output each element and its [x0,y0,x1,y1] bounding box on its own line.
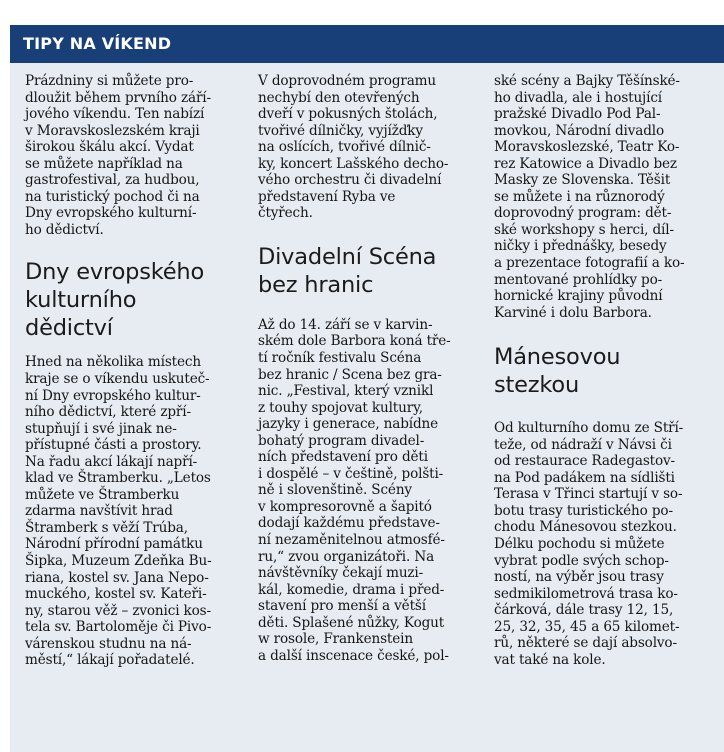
article [10,25,724,752]
subheading-theatre-festival: Divadelní Scéna bez hranic [258,243,437,298]
theatre-continuation-paragraph: ské scény a Bajky Těšínské- ho divadla, ale i hostující pražské Divadlo Pod Pal- movkou, Národní divadlo Moravskoslezské, Teatr Ko- rez Katowice a Divadlo bez Masky ze Slovenska. Těšit se můžete i na různorodý doprovodný program: dět- ské workshopy s herci, díl- ničky i přednášky, besedy a prezentace fotografií a ko- mentované prohlídky po- hornické krajiny původní Karviné i dolu Barbora. [494,73,685,321]
subheading-manes-trail: Mánesovou stezkou [494,344,621,399]
section-header [10,25,724,63]
program-paragraph: V doprovodném programu nechybí den otevřených dveří v pokusných štolách, tvořivé dílničky, vyjížďky na oslících, tvořivé dílnič- ky, koncert Lašského decho- vého orchestru či divadelní představení Ryba ve čtyřech. [258,73,449,222]
column-3 [494,73,716,668]
column-1 [25,73,247,669]
manes-trail-paragraph: Od kulturního domu ze Stří- teže, od nádraží v Návsi či od restaurace Radegastov- na Pod padákem na sídlišti Terasa v Třinci startují v so- botu trasy turistického po- chodu Mánesovou stezkou. Délku pochodu si můžete vybrat podle svých schop- ností, na výběr jsou trasy sedmikilometrová trasa ko- čárková, dále trasy 12, 15, 25, 32, 35, 45 a 65 kilomet- rů, některé se dají absolvo- vat také na kole. [494,420,684,668]
subheading-heritage-days: Dny evropského kulturního dědictví [25,259,205,342]
intro-paragraph: Prázdniny si můžete pro- dloužit během prvního září- jového víkendu. Ten nabízí v Moravskoslezském kraji širokou škálu akcí. Vydat se můžete například na gastrofestival, za hudbou, na turistický pochod či na Dny evropského kulturní- ho dědictví. [25,73,211,238]
section-title: TIPY NA VÍKEND [23,34,172,53]
column-2 [258,73,480,664]
heritage-days-paragraph: Hned na několika místech kraje se o víkendu uskuteč- ní Dny evropského kultur- ního dědictví, které zpří- stupňují i své jinak ne- přístupné části a prostory. Na řadu akcí lákají napří- klad ve Štramberku. „Letos můžete ve Štramberku zdarma navštívit hrad Štramberk s věží Trúba, Národní přírodní památku Šipka, Muzeum Zdeňka Bu- riana, kostel sv. Jana Nepo- muckého, kostel sv. Kateři- ny, starou věž – zvonici kos- tela sv. Bartoloměje či Pivo- várenskou studnu na ná- městí,“ lákají pořadatelé. [25,354,212,669]
theatre-festival-paragraph: Až do 14. září se v karvin- ském dole Barbora koná tře- tí ročník festivalu Scéna bez hranic / Scena bez gra- nic. „Festival, který vznikl z touhy spojovat kultury, jazyky i generace, nabídne bohatý program divadel- ních představení pro děti i dospělé – v češtině, polšti- ně i slovenštině. Scény v kompresorovně a šapitó dodají každému představe- ní nezaměnitelnou atmosfé- ru,“ zvou organizátoři. Na návštěvníky čekají muzi- kál, komedie, drama i před- stavení pro menší a větší děti. Splašené nůžky, Kogut w rosole, Frankenstein a další inscenace české, pol- [258,316,451,664]
